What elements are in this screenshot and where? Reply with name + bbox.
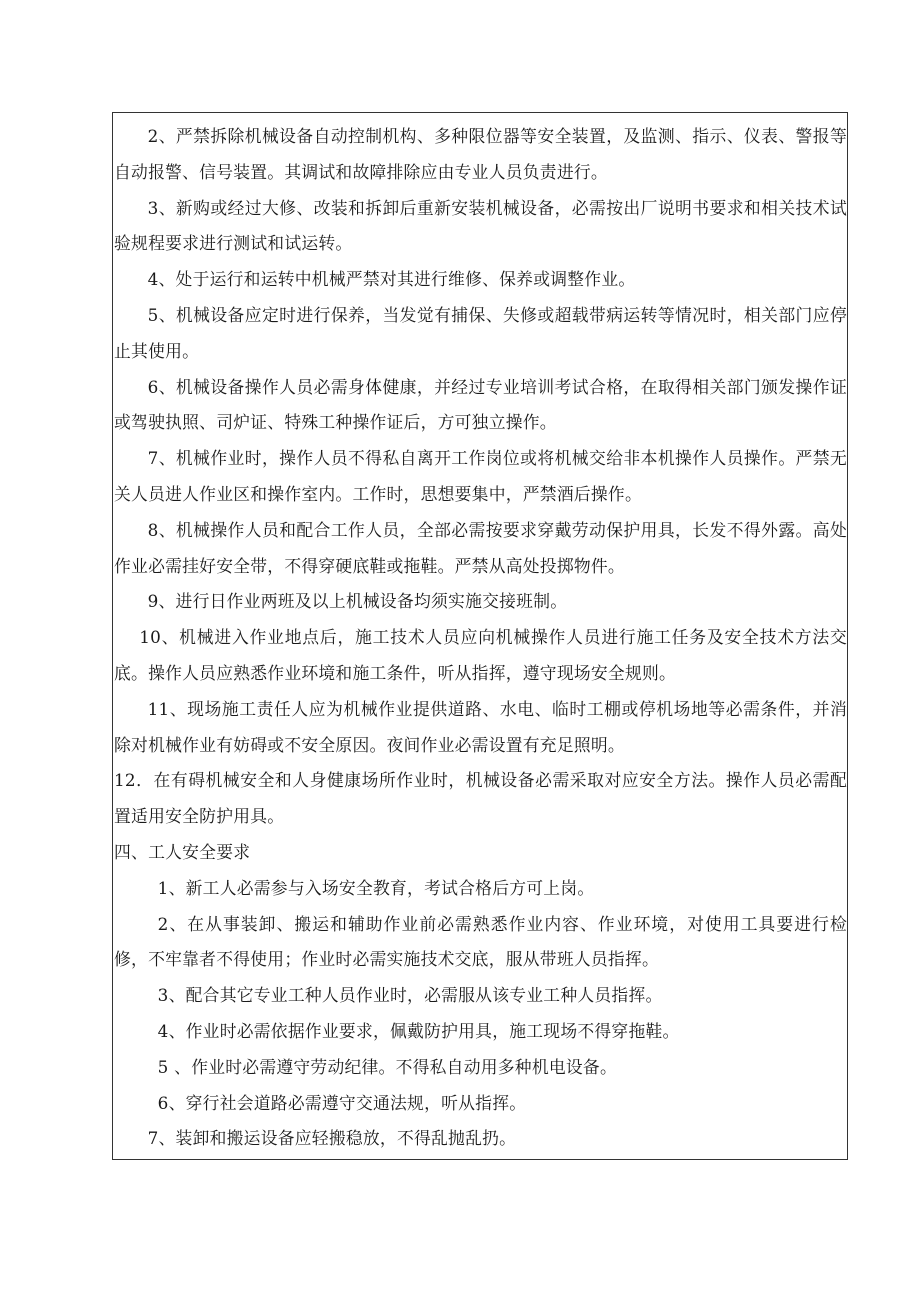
paragraph-worker-6: 6、穿行社会道路必需遵守交通法规，听从指挥。 [157, 1092, 527, 1113]
paragraph-worker-5: 5 、作业时必需遵守劳动纪律。不得私自动用多种机电设备。 [157, 1056, 617, 1077]
paragraph-item-9: 9、进行日作业两班及以上机械设备均须实施交接班制。 [147, 591, 568, 612]
paragraph-item-3: 3、新购或经过大修、改装和拆卸后重新安装机械设备，必需按出厂说明书要求和相关技术试验规程要求进行测试和试运转。 [114, 197, 847, 254]
paragraph-item-5: 5、机械设备应定时进行保养，当发觉有捕保、失修或超载带病运转等情况时，相关部门应停止其使用。 [114, 304, 847, 361]
paragraph-worker-4: 4、作业时必需依据作业要求，佩戴防护用具，施工现场不得穿拖鞋。 [157, 1020, 680, 1041]
paragraph-item-2: 2、严禁拆除机械设备自动控制机构、多种限位器等安全装置，及监测、指示、仪表、警报等自动报警、信号装置。其调试和故障排除应由专业人员负责进行。 [114, 126, 847, 182]
paragraph-item-6: 6、机械设备操作人员必需身体健康，并经过专业培训考试合格，在取得相关部门颁发操作证或驾驶执照、司炉证、特殊工种操作证后，方可独立操作。 [114, 376, 847, 433]
paragraph-worker-3: 3、配合其它专业工种人员作业时，必需服从该专业工种人员指挥。 [157, 985, 663, 1006]
paragraph-item-12: 12．在有碍机械安全和人身健康场所作业时，机械设备必需采取对应安全方法。操作人员必需配置适用安全防护用具。 [114, 770, 847, 827]
paragraph-worker-1: 1、新工人必需参与入场安全教育，考试合格后方可上岗。 [157, 877, 595, 898]
paragraph-worker-7: 7、装卸和搬运设备应轻搬稳放，不得乱抛乱扔。 [147, 1128, 517, 1149]
paragraph-item-7: 7、机械作业时，操作人员不得私自离开工作岗位或将机械交给非本机操作人员操作。严禁无关人员进人作业区和操作室内。工作时，思想要集中，严禁酒后操作。 [114, 448, 847, 504]
paragraph-item-8: 8、机械操作人员和配合工作人员，全部必需按要求穿戴劳动保护用具，长发不得外露。高处作业必需挂好安全带，不得穿硬底鞋或拖鞋。严禁从高处投掷物件。 [114, 519, 847, 576]
paragraph-item-10: 10、机械进入作业地点后，施工技术人员应向机械操作人员进行施工任务及安全技术方法交底。操作人员应熟悉作业环境和施工条件，听从指挥，遵守现场安全规则。 [114, 627, 847, 683]
document-body [114, 119, 847, 1157]
paragraph-item-4: 4、处于运行和运转中机械严禁对其进行维修、保养或调整作业。 [147, 269, 636, 290]
section-heading-worker-safety: 四、工人安全要求 [114, 841, 251, 862]
document-table-cell [112, 112, 848, 1160]
paragraph-item-11: 11、现场施工责任人应为机械作业提供道路、水电、临时工棚或停机场地等必需条件，并消除对机械作业有妨碍或不安全原因。夜间作业必需设置有充足照明。 [114, 698, 847, 755]
paragraph-worker-2: 2、在从事装卸、搬运和辅助作业前必需熟悉作业内容、作业环境，对使用工具要进行检修，不牢靠者不得使用；作业时必需实施技术交底，服从带班人员指挥。 [114, 913, 847, 970]
